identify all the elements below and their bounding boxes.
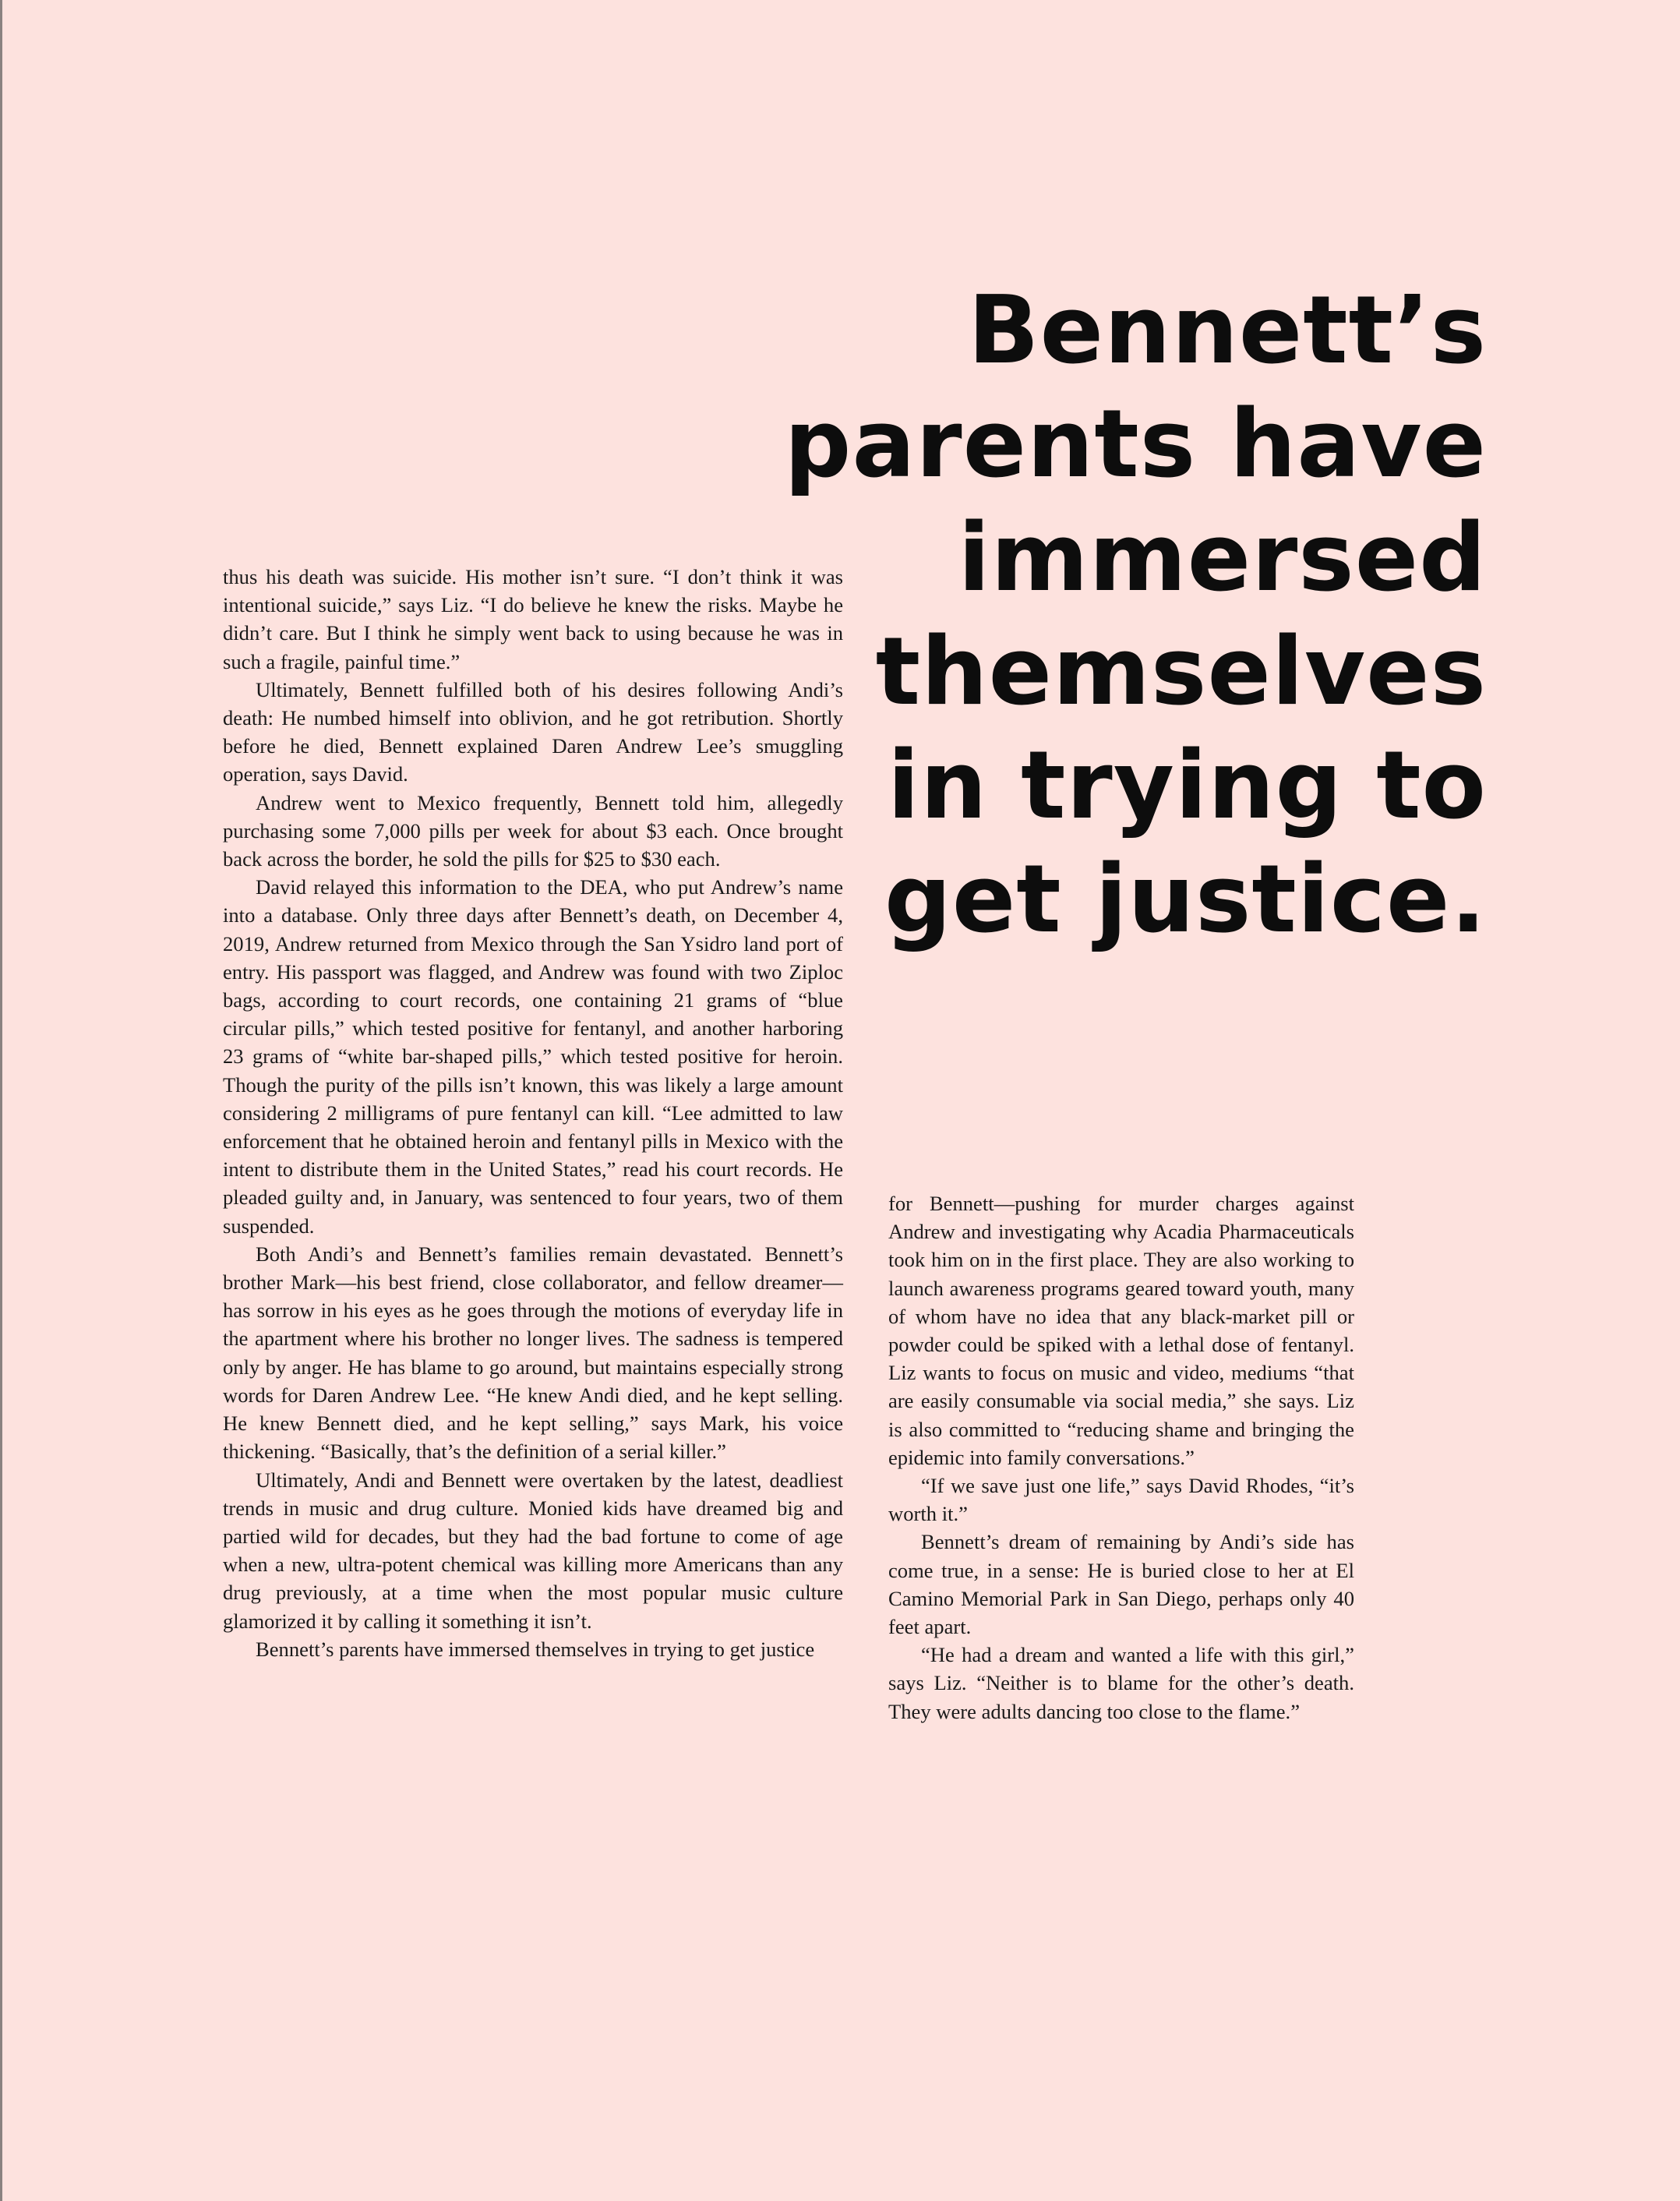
paragraph: “If we save just one life,” says David Rhodes, “it’s worth it.” <box>888 1474 1354 1526</box>
paragraph: “He had a dream and wanted a life with this girl,” says Liz. “Neither is to blame for the other’s death. They were adults dancing too close to the flame.” <box>888 1643 1354 1723</box>
paragraph: David relayed this information to the DEA, who put Andrew’s name into a database. Only three days after Bennett’s death, on December 4, 2019, Andrew returned from Mexico through the San Ysidro land port of entry. His passport was flagged, and Andrew was found with two Ziploc bags, according to court records, one containing 21 grams of “blue circular pills,” which tested positive for fentanyl, and another harboring 23 grams of “white bar-shaped pills,” which tested positive for heroin. Though the purity of the pills isn’t known, this was likely a large amount considering 2 milligrams of pure fentanyl can kill. “Lee admitted to law enforcement that he obtained heroin and fentanyl pills in Mexico with the intent to distribute them in the United States,” read his court records. He pleaded guilty and, in January, was sentenced to four years, two of them suspended. <box>223 875 843 1238</box>
paragraph: Bennett’s parents have immersed themselves in trying to get justice <box>256 1637 815 1661</box>
pull-quote-line: Bennett’s <box>968 277 1487 385</box>
pull-quote-line: themselves <box>875 618 1487 726</box>
paragraph: Both Andi’s and Bennett’s families remain devastated. Bennett’s brother Mark—his best friend, close collaborator, and fellow dreamer—has sorrow in his eyes as he goes through the motions of everyday life in the apartment where his brother no longer lives. The sadness is tempered only by anger. He has blame to go around, but maintains especially strong words for Daren Andrew Lee. “He knew Andi died, and he kept selling. He knew Bennett died, and he kept selling,” says Mark, his voice thickening. “Basically, that’s the definition of a serial killer.” <box>223 1242 843 1464</box>
paragraph: Ultimately, Bennett fulfilled both of his desires following Andi’s death: He numbed himself into oblivion, and he got retribution. Shortly before he died, Bennett explained Daren Andrew Lee’s smuggling operation, says David. <box>223 677 843 786</box>
page-edge <box>0 0 2 2201</box>
paragraph: thus his death was suicide. His mother isn’t sure. “I don’t think it was intentional suicide,” says Liz. “I do believe he knew the risks. Maybe he didn’t care. But I think he simply went back to using because he was in such a fragile, painful time.” <box>223 565 843 673</box>
pull-quote-line: get justice. <box>884 846 1487 954</box>
article-column-right <box>888 1189 1354 1726</box>
pull-quote-line: in trying to <box>887 732 1487 840</box>
pull-quote-line: immersed <box>958 504 1487 613</box>
paragraph: Bennett’s dream of remaining by Andi’s side has come true, in a sense: He is buried close to her at El Camino Memorial Park in San Diego, perhaps only 40 feet apart. <box>888 1530 1354 1639</box>
article-column-left <box>223 563 843 1663</box>
paragraph: for Bennett—pushing for murder charges against Andrew and investigating why Acadia Pharmaceuticals took him on in the first place. They are also working to launch awareness programs geared toward youth, many of whom have no idea that any black-market pill or powder could be spiked with a lethal dose of fentanyl. Liz wants to focus on music and video, mediums “that are easily consumable via social media,” she says. Liz is also committed to “reducing shame and bringing the epidemic into family conversations.” <box>888 1192 1354 1469</box>
paragraph: Andrew went to Mexico frequently, Bennett told him, allegedly purchasing some 7,000 pills per week for about $3 each. Once brought back across the border, he sold the pills for $25 to $30 each. <box>223 790 843 871</box>
paragraph: Ultimately, Andi and Bennett were overtaken by the latest, deadliest trends in music and drug culture. Monied kids have dreamed big and partied wild for decades, but they had the bad fortune to come of age when a new, ultra-potent chemical was killing more Americans than any drug previously, at a time when the most popular music culture glamorized it by calling it something it isn’t. <box>223 1468 843 1633</box>
pull-quote-line: parents have <box>784 390 1487 499</box>
